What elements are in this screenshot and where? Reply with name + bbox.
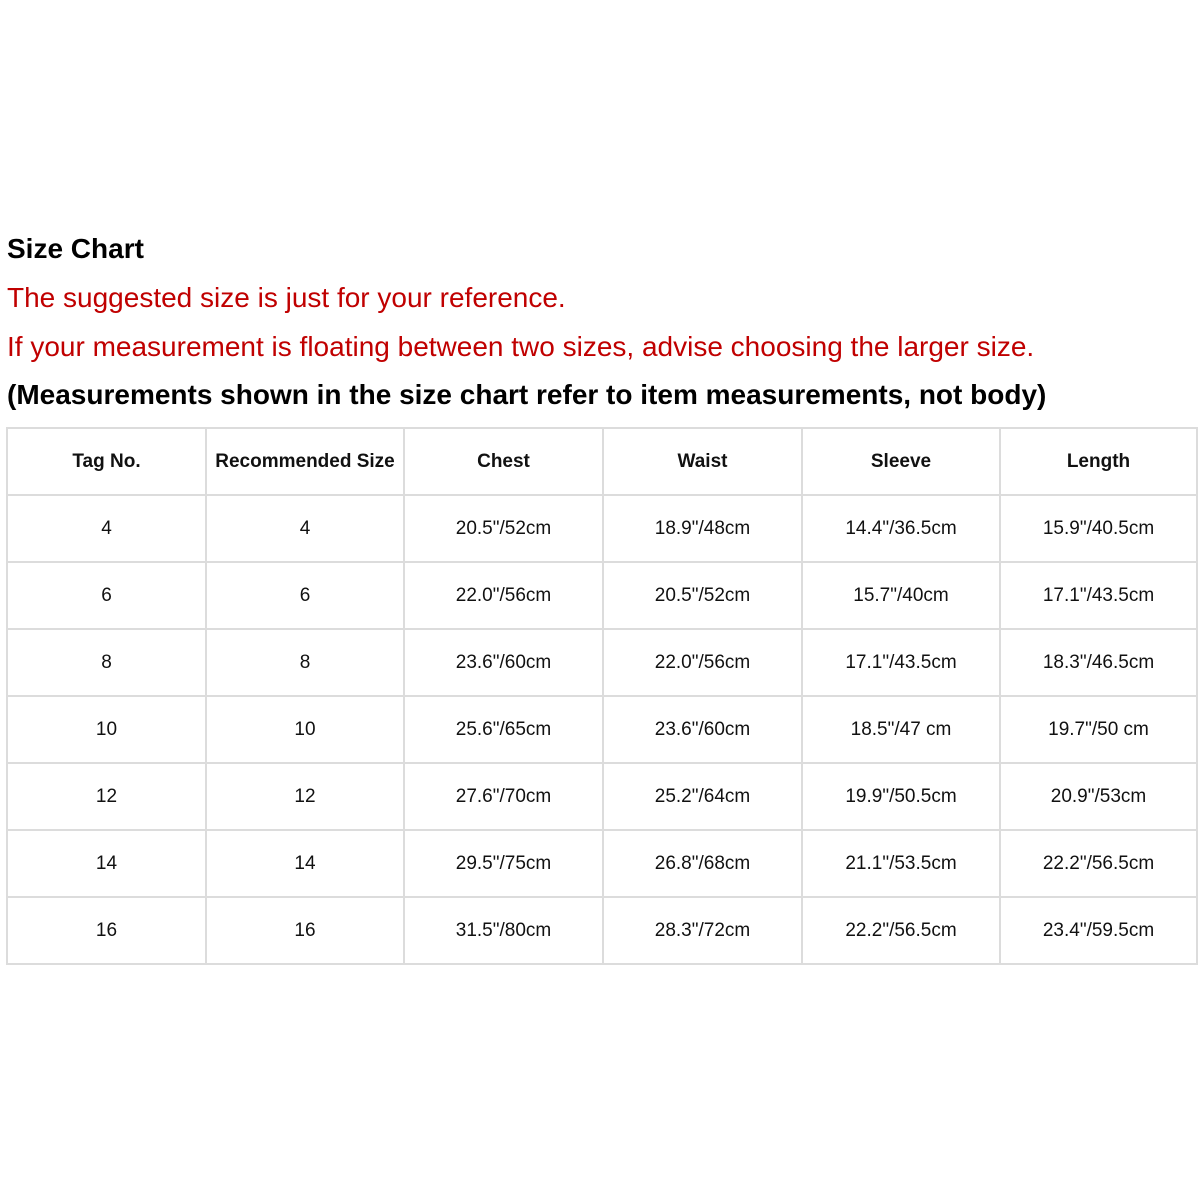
- cell-recommended-size: 14: [206, 830, 404, 897]
- cell-recommended-size: 10: [206, 696, 404, 763]
- column-header-chest: Chest: [404, 428, 603, 495]
- cell-recommended-size: 12: [206, 763, 404, 830]
- cell-waist: 25.2"/64cm: [603, 763, 802, 830]
- cell-length: 20.9"/53cm: [1000, 763, 1197, 830]
- cell-sleeve: 22.2"/56.5cm: [802, 897, 1000, 964]
- table-row: [7, 696, 1197, 763]
- cell-sleeve: 19.9"/50.5cm: [802, 763, 1000, 830]
- cell-sleeve: 15.7"/40cm: [802, 562, 1000, 629]
- table-row: [7, 562, 1197, 629]
- column-header-recommended-size: Recommended Size: [206, 428, 404, 495]
- cell-chest: 23.6"/60cm: [404, 629, 603, 696]
- cell-chest: 20.5"/52cm: [404, 495, 603, 562]
- cell-waist: 28.3"/72cm: [603, 897, 802, 964]
- cell-tag-no: 14: [7, 830, 206, 897]
- cell-tag-no: 16: [7, 897, 206, 964]
- column-header-length: Length: [1000, 428, 1197, 495]
- table-body: [7, 495, 1197, 964]
- cell-waist: 26.8"/68cm: [603, 830, 802, 897]
- cell-chest: 25.6"/65cm: [404, 696, 603, 763]
- measurement-disclaimer: (Measurements shown in the size chart refer to item measurements, not body): [7, 379, 1047, 410]
- cell-tag-no: 8: [7, 629, 206, 696]
- sizing-advice-note: If your measurement is floating between two sizes, advise choosing the larger size.: [7, 331, 1035, 362]
- header-row: [7, 428, 1197, 495]
- cell-waist: 20.5"/52cm: [603, 562, 802, 629]
- cell-recommended-size: 4: [206, 495, 404, 562]
- cell-waist: 18.9"/48cm: [603, 495, 802, 562]
- cell-sleeve: 17.1"/43.5cm: [802, 629, 1000, 696]
- cell-waist: 22.0"/56cm: [603, 629, 802, 696]
- page-title: Size Chart: [7, 233, 144, 264]
- table-header: [7, 428, 1197, 495]
- cell-tag-no: 6: [7, 562, 206, 629]
- cell-length: 23.4"/59.5cm: [1000, 897, 1197, 964]
- cell-tag-no: 4: [7, 495, 206, 562]
- cell-chest: 29.5"/75cm: [404, 830, 603, 897]
- table-row: [7, 495, 1197, 562]
- cell-length: 18.3"/46.5cm: [1000, 629, 1197, 696]
- cell-length: 15.9"/40.5cm: [1000, 495, 1197, 562]
- cell-recommended-size: 8: [206, 629, 404, 696]
- column-header-tag-no: Tag No.: [7, 428, 206, 495]
- cell-waist: 23.6"/60cm: [603, 696, 802, 763]
- column-header-sleeve: Sleeve: [802, 428, 1000, 495]
- cell-recommended-size: 16: [206, 897, 404, 964]
- cell-recommended-size: 6: [206, 562, 404, 629]
- size-chart-table: [6, 427, 1198, 965]
- cell-sleeve: 14.4"/36.5cm: [802, 495, 1000, 562]
- table-row: [7, 629, 1197, 696]
- cell-length: 19.7"/50 cm: [1000, 696, 1197, 763]
- table-row: [7, 897, 1197, 964]
- cell-chest: 22.0"/56cm: [404, 562, 603, 629]
- reference-note: The suggested size is just for your reference.: [7, 282, 566, 313]
- cell-length: 22.2"/56.5cm: [1000, 830, 1197, 897]
- table-row: [7, 830, 1197, 897]
- cell-sleeve: 18.5"/47 cm: [802, 696, 1000, 763]
- cell-tag-no: 12: [7, 763, 206, 830]
- cell-chest: 27.6"/70cm: [404, 763, 603, 830]
- table-row: [7, 763, 1197, 830]
- cell-length: 17.1"/43.5cm: [1000, 562, 1197, 629]
- cell-tag-no: 10: [7, 696, 206, 763]
- cell-sleeve: 21.1"/53.5cm: [802, 830, 1000, 897]
- column-header-waist: Waist: [603, 428, 802, 495]
- cell-chest: 31.5"/80cm: [404, 897, 603, 964]
